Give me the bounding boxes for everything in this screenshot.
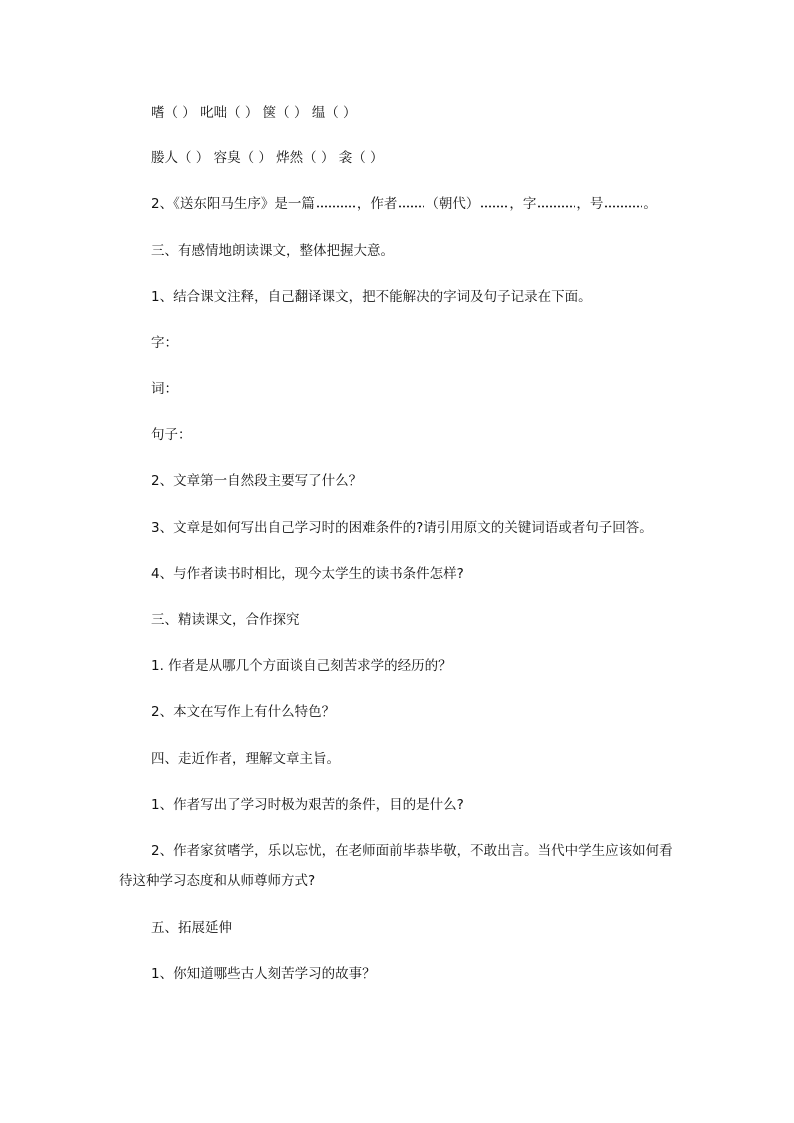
answer-label-ci: 词： — [151, 381, 178, 397]
section-heading: 五、拓展延伸 — [151, 920, 232, 936]
section-heading: 三、有感情地朗读课文，整体把握大意。 — [151, 243, 394, 259]
question-item: 1、结合课文注释，自己翻译课文，把不能解决的字词及句子记录在下面。 — [151, 289, 592, 305]
answer-label-juzi: 句子： — [151, 427, 192, 443]
question-text: ，作者 — [356, 196, 398, 212]
section-heading: 四、走近作者，理解文章主旨。 — [151, 751, 340, 767]
question-item: 4、与作者读书时相比，现今太学生的读书条件怎样? — [151, 566, 464, 582]
question-item: 3、文章是如何写出自己学习时的困难条件的?请引用原文的关键词语或者句子回答。 — [151, 520, 653, 536]
fill-blank[interactable] — [604, 202, 642, 208]
question-item: 1、作者写出了学习时极为艰苦的条件，目的是什么? — [151, 797, 464, 813]
question-text: （朝代） — [425, 196, 480, 212]
section-heading: 三、精读课文，合作探究 — [151, 612, 300, 628]
question-text: 。 — [643, 196, 657, 212]
question-item: 2、本文在写作上有什么特色？ — [151, 704, 336, 720]
vocab-row-2: 媵人（ ） 容臭（ ） 烨然（ ） 衾（ ） — [151, 150, 384, 166]
answer-label-zi: 字： — [151, 335, 178, 351]
question-item: 1. 作者是从哪几个方面谈自己刻苦求学的经历的？ — [151, 658, 452, 674]
question-text: ，字 — [509, 196, 537, 212]
vocab-row-1: 嗜（ ） 叱咄（ ） 箧（ ） 缊（ ） — [151, 105, 357, 121]
fill-blank[interactable] — [316, 202, 356, 208]
fill-blank[interactable] — [537, 202, 575, 208]
question-author-info — [151, 195, 657, 213]
question-item: 2、文章第一自然段主要写了什么？ — [151, 473, 363, 489]
question-item: 1、你知道哪些古人刻苦学习的故事？ — [151, 966, 376, 982]
fill-blank[interactable] — [398, 202, 424, 208]
question-item-wrapped: 2、作者家贫嗜学，乐以忘忧，在老师面前毕恭毕敬，不敢出言。当代中学生应该如何看待这种学习态度和从师尊师方式? — [119, 843, 673, 889]
question-text: ，号 — [576, 196, 604, 212]
fill-blank[interactable] — [480, 202, 508, 208]
question-text: 2、《送东阳马生序》是一篇 — [151, 196, 315, 212]
